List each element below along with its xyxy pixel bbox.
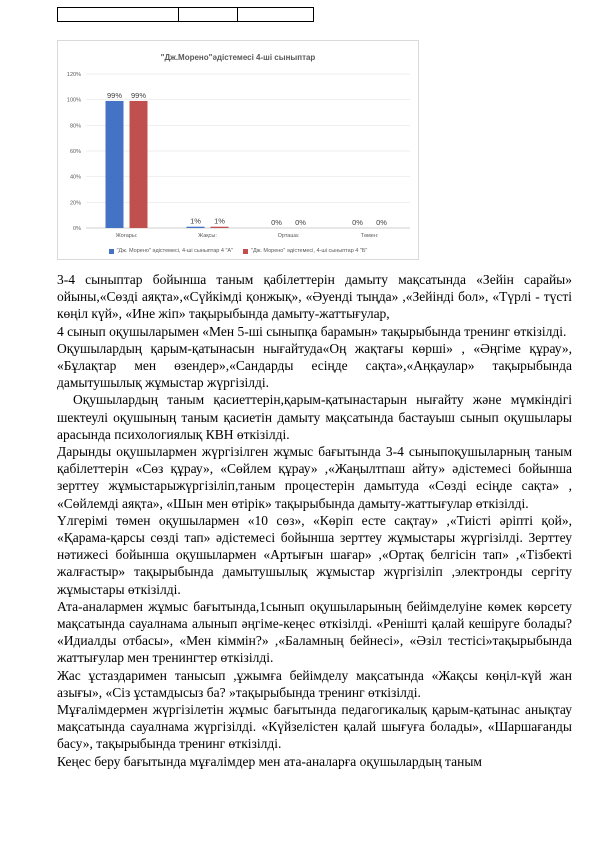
chart-plot (58, 41, 420, 261)
paragraph: Ата-аналармен жұмыс бағытында,1сынып оқушыларының бейімделуіне көмек көрсету мақсатында сауалнама алынып әңгіме-кеңес өткізілді. «Ренішті қалай кешіруге болады? «Идиалды отбасы», «Мен кіммін?» ,«Баламның бейнесі», «Әзіл тестісі»тақырыбында жаттығулар мен тренингтер өткізілді. (57, 598, 572, 666)
paragraph: Дарынды оқушылармен жүргізілген жұмыс бағытында 3-4 сыныпоқушыларның таным қабілеттерін «Сөз құрау», «Сөйлем құрау» ,«Жаңылтпаш айту» әдістемесі бойынша зерттеу жұмыстарыжүргізіліп,таным процестерін дамытуда «Сөзді есіңде сақта» , «Сөйлемді аяқта», «Шын мен өтірік» тақырыбында дамыту-жаттығулар өткізілді. (57, 444, 572, 511)
data-label: 99% (130, 90, 147, 100)
data-label: 1% (190, 216, 201, 226)
table-cell (58, 8, 179, 22)
legend-item-a (109, 248, 233, 254)
data-label: 0% (295, 218, 306, 227)
bar (211, 227, 229, 228)
y-tick-label: 0% (73, 226, 81, 232)
legend-label: "Дж. Морено" әдістемесі, 4-ші сыныптар 4 "Б" (251, 248, 368, 254)
chart-legend (58, 248, 418, 254)
paragraph: Жас ұстаздаримен танысып ,ұжымға бейімделу мақсатында «Жақсы көңіл-күй жан азығы», «Сіз ұстамдысыз ба? »тақырыбында тренинг өткізілді. (57, 667, 572, 700)
data-label: 99% (106, 90, 123, 100)
y-tick-label: 40% (69, 174, 81, 181)
paragraph: Кеңес беру бағытында мұғалімдер мен ата-аналарға оқушылардың таным (57, 753, 482, 769)
data-label: 0% (271, 218, 282, 227)
y-tick-label: 120% (66, 72, 81, 78)
x-tick-label: Төмен: (360, 233, 379, 239)
bar (106, 101, 124, 228)
paragraph: Мұғалімдермен жүргізілетін жұмыс бағытында педагогикалық қарым-қатынас анықтау мақсатында сауалнама жүргізілді. «Күйзелістен қалай шығуға болады», «Шаршағанды басу», тақырыбында тренинг өткізілді. (57, 702, 572, 752)
x-tick-label: Жақсы: (198, 233, 217, 239)
paragraph: 3-4 сыныптар бойынша таным қабілеттерін дамыту мақсатында «Зейін сарайы» ойыны,«Сөзді аяқта»,«Сүйкімді қонжық», «Әуенді тыңда» ,«Зейінді бол», «Түрлі - түсті көңіл күй», «Ине жіп» тақырыбында дамыту-жаттығулар, (57, 272, 572, 322)
y-tick-label: 60% (69, 149, 81, 155)
y-tick-label: 100% (66, 97, 81, 104)
body-text (57, 271, 572, 770)
data-label: 0% (352, 218, 363, 227)
paragraph: Оқушылардың қарым-қатынасын нығайтуда«Оң жақтағы көрші» , «Әңгіме құрау», «Бұлақтар мен өзендер»,«Сандарды есіңде сақта»,«Аңқаулар» тақырыбында дамытушылық жұмыстар жүргізілді. (57, 340, 572, 391)
x-tick-label: Орташа: (277, 233, 300, 239)
y-tick-label: 20% (69, 200, 81, 207)
bar (130, 101, 148, 228)
paragraph: 4 сынып оқушыларымен «Мен 5-ші сыныпқа барамын» тақырыбында тренинг өткізілді. (57, 323, 567, 339)
legend-item-b (243, 248, 367, 254)
data-label: 1% (214, 216, 225, 226)
legend-swatch-icon (109, 249, 114, 254)
data-label: 0% (376, 218, 387, 227)
chart-title: "Дж.Морено"әдістемесі 4-ші сыныптар (160, 53, 316, 62)
bar (187, 227, 205, 228)
legend-label: "Дж. Морено" әдістемесі, 4-ші сыныптар 4 "А" (116, 248, 234, 254)
legend-swatch-icon (243, 249, 248, 254)
x-tick-label: Жоғары: (115, 233, 138, 239)
y-tick-label: 80% (69, 123, 81, 130)
table-cell (238, 8, 314, 22)
paragraph: Оқушылардың таным қасиеттерін,қарым-қатынастарын нығайту және мүмкіндігі шектеулі оқушының таным қасиетін дамыту мақсатында бастауыш сынып оқушылары арасында психологиялық КВН өткізілді. (57, 392, 572, 442)
top-table-fragment (57, 7, 314, 22)
paragraph: Үлгерімі төмен оқушылармен «10 сөз», «Көріп есте сақтау» ,«Тиісті әріпті қой», «Қарама-қарсы сөзді тап» әдістемесі бойынша зерттеу жұмыстары жүргізілді. Зерттеу нәтижесі бойынша оқушылармен «Артығын шағар» ,«Ортақ белгісін тап» ,«Тізбекті жалғастыр» тақырыбында дамытушылық жұмыстар жүргізіліп ,электронды сергіту жұмыстары өткізілді. (57, 512, 572, 597)
table-cell (179, 8, 238, 22)
bar-chart (57, 40, 419, 260)
